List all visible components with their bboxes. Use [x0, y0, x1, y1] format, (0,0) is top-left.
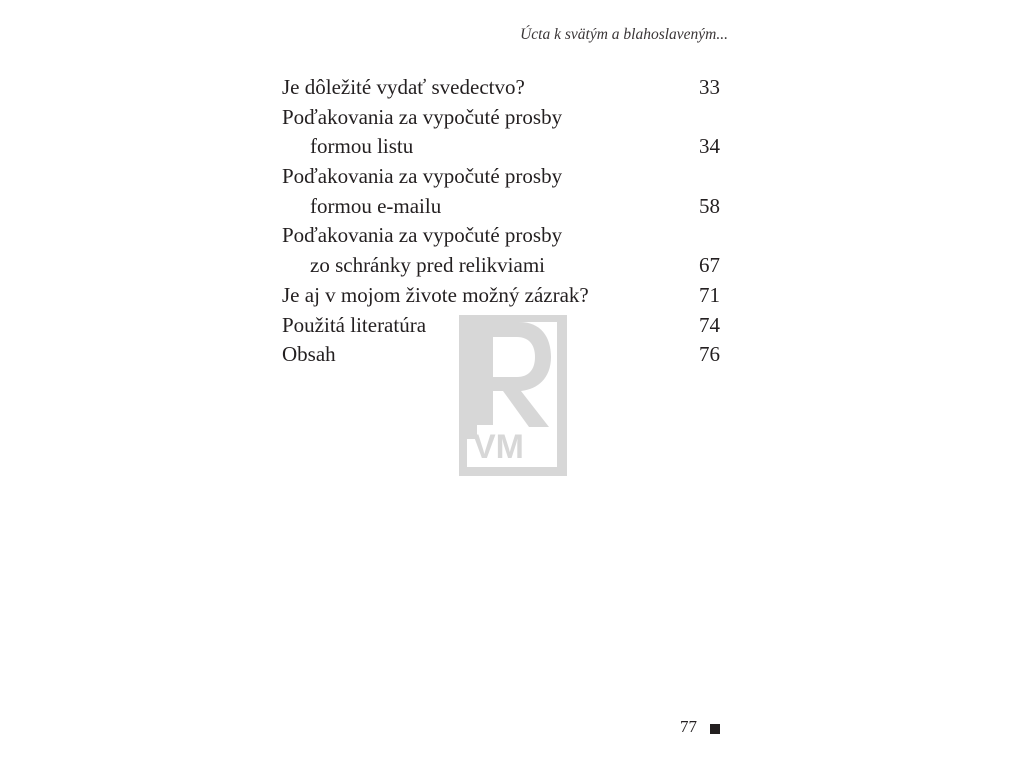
watermark-text: VM: [473, 428, 524, 466]
page-number: 77: [680, 717, 697, 736]
toc-entry: [282, 162, 720, 221]
toc-entry-title: Je aj v mojom živote možný zázrak?: [282, 282, 589, 307]
toc-entry-title-continued: formou e-mailu: [310, 193, 442, 218]
toc-entry-title: Poďakovania za vypočuté prosby: [282, 223, 563, 248]
toc-entry-title-continued: zo schránky pred relikviami: [310, 253, 545, 278]
toc-entry: [282, 103, 720, 162]
toc-entry-page: 33: [699, 75, 720, 99]
toc-entry-title: Obsah: [282, 342, 336, 367]
toc-entry-title: Je dôležité vydať svedectvo?: [282, 75, 525, 99]
toc-entry-title-continued: formou listu: [310, 134, 414, 159]
publisher-watermark-logo: [459, 315, 567, 476]
toc-entry-page: 71: [699, 282, 720, 307]
toc-entry-page: 58: [699, 193, 720, 218]
folio-square-icon: [710, 724, 720, 734]
toc-entry: [282, 281, 720, 311]
toc-entry-page: 34: [699, 134, 720, 159]
toc-entry-page: 74: [699, 312, 720, 337]
toc-entry: [282, 73, 720, 103]
toc-entry-title: Poďakovania za vypočuté prosby: [282, 164, 563, 189]
toc-entry-title: Použitá literatúra: [282, 312, 427, 337]
running-header: Úcta k svätým a blahoslaveným...: [520, 26, 728, 43]
toc-entry-page: 76: [699, 342, 720, 367]
toc-entry: [282, 221, 720, 280]
toc-entry-title: Poďakovania za vypočuté prosby: [282, 104, 563, 129]
toc-entry-page: 67: [699, 253, 720, 278]
